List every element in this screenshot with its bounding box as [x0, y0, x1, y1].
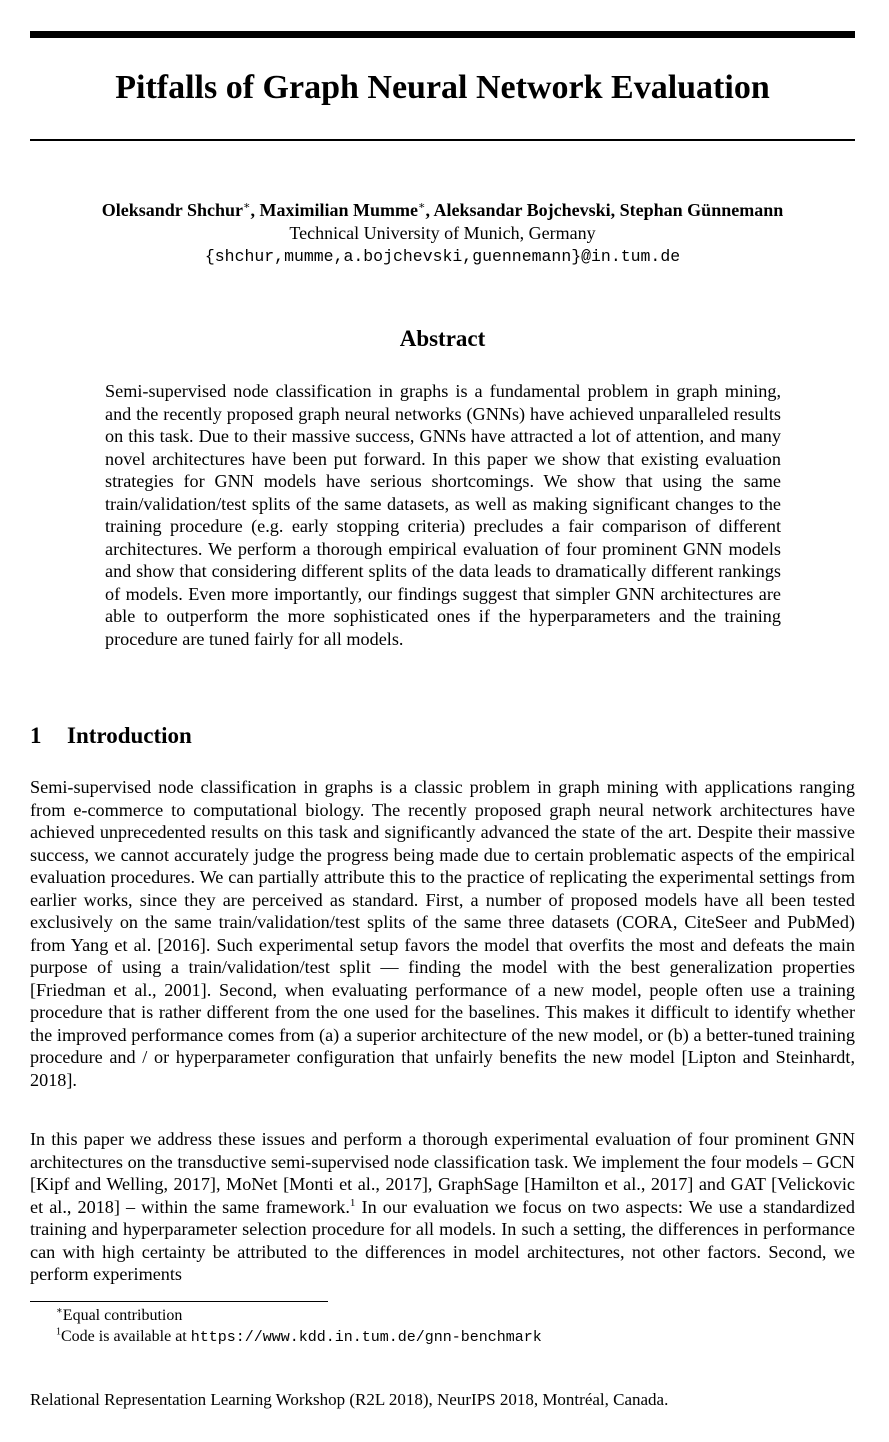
paragraph-text: In this paper we address these issues and perform a thorough experimental evaluation of four prominent GNN architectures on the transductive semi-supervised node classification task. We implement the four models – GCN [Kipf and Welling, 2017], MoNet [Monti et al., 2017], GraphSage [Hamilton et al., 2017] and GAT [Velickovic et al., 2018] – within the same framework.	[30, 1129, 855, 1217]
paragraph-text: In our evaluation we focus on two aspects: We use a standardized training and hyperparameter selection procedure for all models. In such a setting, the differences in performance can with high certainty be attributed to the differences in model architectures, not other factors. Second, we perform experiments	[30, 1196, 855, 1284]
intro-paragraph	[30, 1128, 855, 1286]
venue-footer: Relational Representation Learning Workshop (R2L 2018), NeurIPS 2018, Montréal, Canada.	[30, 1390, 669, 1409]
author-block	[30, 199, 855, 268]
author-name: Oleksandr Shchur	[101, 200, 243, 220]
author-affiliation: Technical University of Munich, Germany	[289, 223, 596, 243]
footnote-text: Equal contribution	[62, 1307, 183, 1324]
author-mark: ∗	[242, 200, 251, 212]
author-names: Oleksandr Shchur∗, Maximilian Mumme∗, Aleksandar Bojchevski, Stephan Günnemann	[101, 200, 784, 220]
footnote-ref: 1	[349, 1196, 356, 1209]
footnote-item	[56, 1326, 542, 1348]
author-emails: {shchur,mumme,a.bojchevski,guennemann}@in.tum.de	[204, 247, 681, 266]
section-heading	[30, 721, 192, 751]
author-name: Maximilian Mumme	[259, 200, 418, 220]
author-name: Stephan Günnemann	[619, 200, 784, 220]
section-title: Introduction	[67, 723, 192, 748]
section-number: 1	[30, 723, 42, 748]
footnote-item	[56, 1305, 542, 1326]
footnote-rule	[30, 1301, 328, 1302]
author-mark: ∗	[417, 200, 426, 212]
footnote-text: Code is available at	[61, 1328, 191, 1345]
footnote-mark: ∗	[56, 1305, 63, 1317]
code-url-link[interactable]: https://www.kdd.in.tum.de/gnn-benchmark	[190, 1329, 542, 1346]
footnotes	[56, 1305, 542, 1348]
author-name: Aleksandar Bojchevski	[433, 200, 611, 220]
paper-title: Pitfalls of Graph Neural Network Evaluation	[115, 69, 770, 106]
intro-paragraph: Semi-supervised node classification in graphs is a classic problem in graph mining with applications ranging from e-commerce to computational biology. The recently proposed graph neural network architectures have achieved unprecedented results on this task and significantly advanced the state of the art. Despite their massive success, we cannot accurately judge the progress being made due to certain problematic aspects of the empirical evaluation procedures. We can partially attribute this to the practice of replicating the experimental settings from earlier works, since they are perceived as standard. First, a number of proposed models have all been tested exclusively on the same train/validation/test splits of the same three datasets (CORA, CiteSeer and PubMed) from Yang et al. [2016]. Such experimental setup favors the model that overfits the most and defeats the main purpose of using a train/validation/test split — finding the model with the best generalization properties [Friedman et al., 2001]. Second, when evaluating performance of a new model, people often use a training procedure that is rather different from the one used for the baselines. This makes it difficult to identify whether the improved performance comes from (a) a superior architecture of the new model, or (b) a better-tuned training procedure and / or hyperparameter configuration that unfairly benefits the new model [Lipton and Steinhardt, 2018].	[30, 777, 855, 1090]
abstract-heading: Abstract	[399, 326, 486, 351]
title-top-rule	[30, 31, 855, 38]
footnote-mark: 1	[56, 1326, 61, 1338]
abstract-text: Semi-supervised node classification in graphs is a fundamental problem in graph mining, and the recently proposed graph neural networks (GNNs) have achieved unparalleled results on this task. Due to their massive success, GNNs have attracted a lot of attention, and many novel architectures have been put forward. In this paper we show that existing evaluation strategies for GNN models have serious shortcomings. We show that using the same train/validation/test splits of the same datasets, as well as making significant changes to the training procedure (e.g. early stopping criteria) precludes a fair comparison of different architectures. We perform a thorough empirical evaluation of four prominent GNN models and show that considering different splits of the data leads to dramatically different rankings of models. Even more importantly, our findings suggest that simpler GNN architectures are able to outperform the more sophisticated ones if the hyperparameters and the training procedure are tuned fairly for all models.	[105, 381, 781, 649]
title-bottom-rule	[30, 139, 855, 141]
